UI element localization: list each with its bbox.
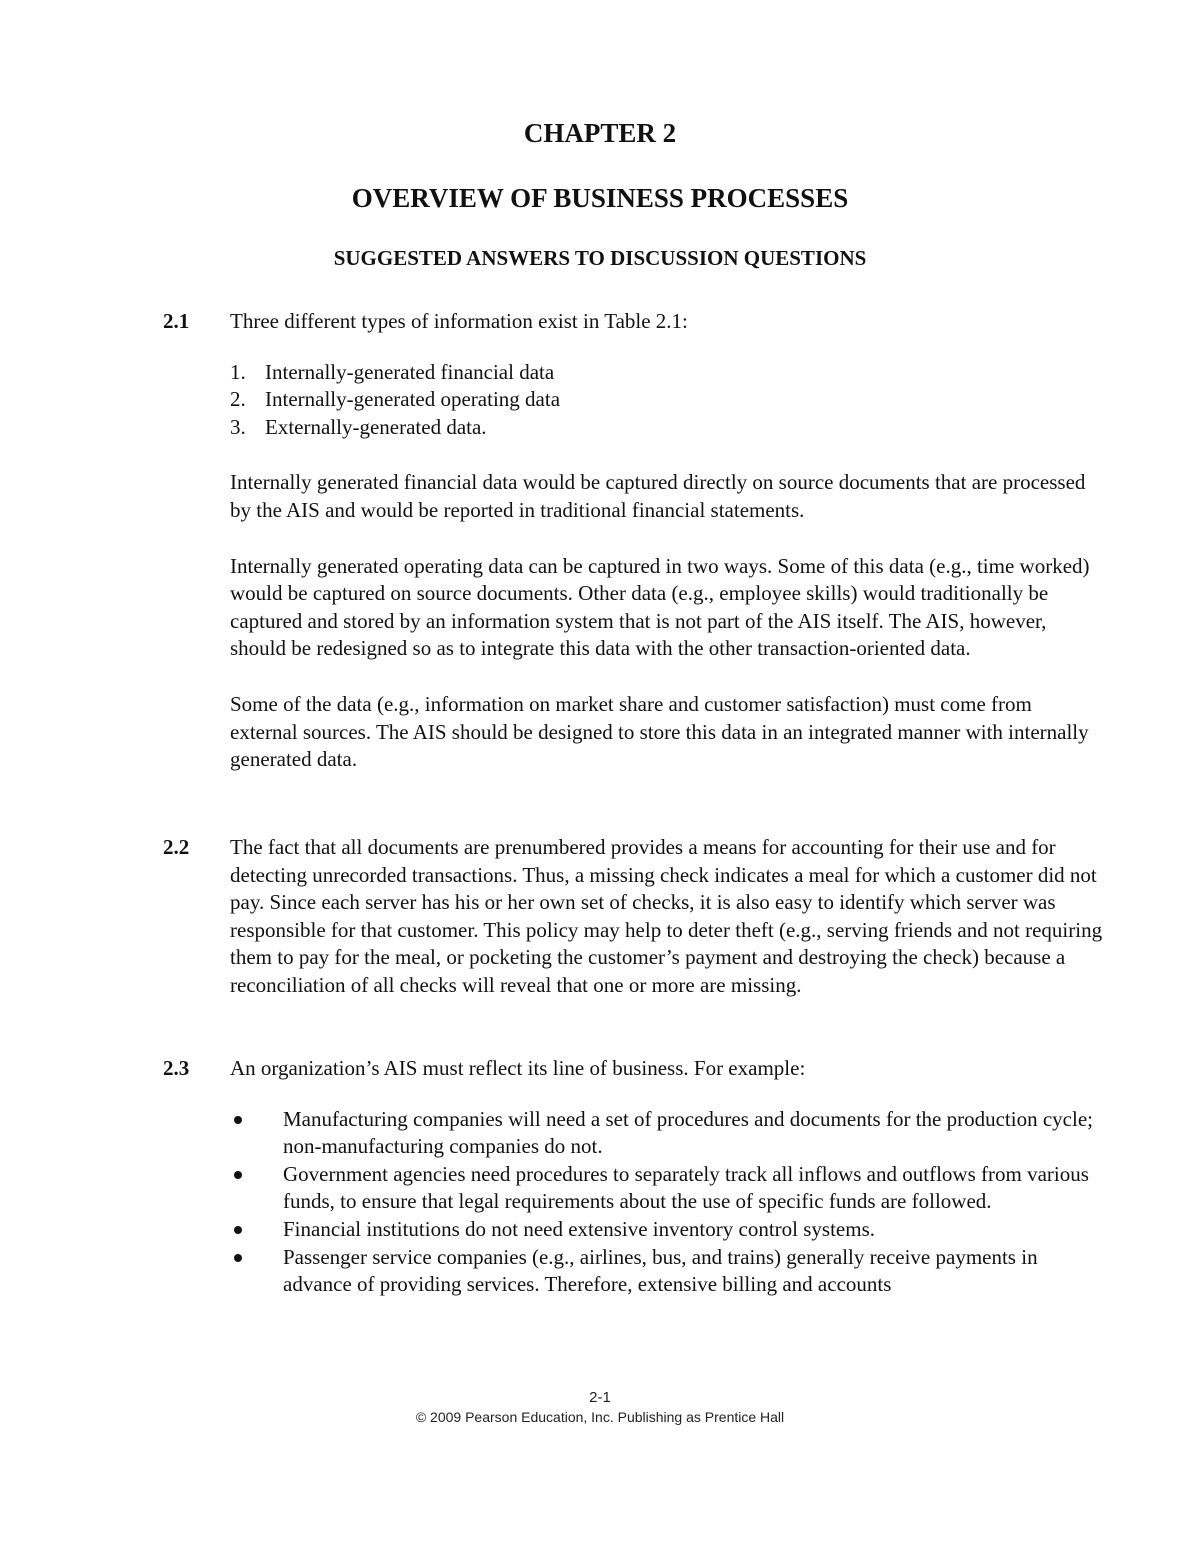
list-marker: 2. <box>230 387 246 412</box>
list-item-text: Externally-generated data. <box>265 414 487 439</box>
bullet-icon <box>234 1254 242 1262</box>
bullet-text: Financial institutions do not need extensive inventory control systems. <box>283 1216 875 1241</box>
question-number: 2.1 <box>163 309 190 333</box>
question-2-1 <box>163 308 1103 774</box>
list-marker: 1. <box>230 359 246 384</box>
list-item-text: Internally-generated financial data <box>265 359 555 384</box>
question-body <box>230 308 1103 774</box>
list-item <box>230 414 1103 442</box>
bullet-icon <box>234 1226 242 1234</box>
paragraph: The fact that all documents are prenumbered provides a means for accounting for their use and for detecting unrecorded transactions. Thus, a missing check indicates a meal for which a customer did not pay. Since each server has his or her own set of checks, it is also easy to identify which server was responsible for that customer. This policy may help to deter theft (e.g., serving friends and not requiring them to pay for the meal, or pocketing the customer’s payment and destroying the check) because a reconciliation of all checks will reveal that one or more are missing. <box>230 835 1103 997</box>
list-item-text: Internally-generated operating data <box>265 387 561 412</box>
list-item <box>230 386 1103 414</box>
chapter-heading: CHAPTER 2 <box>523 118 677 148</box>
paragraph: Internally generated financial data would be captured directly on source documents that are processed by the AIS and would be reported in traditional financial statements. <box>230 470 1086 522</box>
question-intro: Three different types of information exist in Table 2.1: <box>230 309 688 333</box>
chapter-title: OVERVIEW OF BUSINESS PROCESSES <box>351 183 849 213</box>
bullet-item <box>230 1216 1103 1244</box>
paragraph: Internally generated operating data can be captured in two ways. Some of this data (e.g., time worked) would be captured on source documents. Other data (e.g., employee skills) would traditionally be captured and stored by an information system that is not part of the AIS itself. The AIS, however, should be redesigned so as to integrate this data with the other transaction-oriented data. <box>230 553 1090 661</box>
bullet-list <box>230 1106 1103 1299</box>
numbered-list <box>230 359 1103 442</box>
page-number: 2-1 <box>589 1389 611 1406</box>
bullet-text: Manufacturing companies will need a set of procedures and documents for the production cycle; non-manufacturing companies do not. <box>283 1106 1093 1159</box>
list-item <box>230 359 1103 387</box>
paragraph: Some of the data (e.g., information on market share and customer satisfaction) must come from external sources. The AIS should be designed to store this data in an integrated manner with internally generated data. <box>230 691 1089 772</box>
bullet-icon <box>234 1116 242 1124</box>
question-body <box>230 1055 1103 1299</box>
question-number: 2.3 <box>163 1056 190 1080</box>
section-subtitle: SUGGESTED ANSWERS TO DISCUSSION QUESTIONS <box>333 246 867 270</box>
bullet-icon <box>234 1171 242 1179</box>
copyright-notice: © 2009 Pearson Education, Inc. Publishing as Prentice Hall <box>415 1409 785 1425</box>
bullet-item <box>230 1106 1103 1161</box>
list-marker: 3. <box>230 414 246 439</box>
bullet-text: Government agencies need procedures to separately track all inflows and outflows from various funds, to ensure that legal requirements about the use of specific funds are followed. <box>283 1161 1089 1214</box>
bullet-item <box>230 1161 1103 1216</box>
question-body <box>230 834 1103 1000</box>
bullet-item <box>230 1244 1103 1299</box>
question-number: 2.2 <box>163 835 190 859</box>
question-2-3 <box>163 1055 1103 1299</box>
question-intro: An organization’s AIS must reflect its line of business. For example: <box>230 1056 806 1080</box>
bullet-text: Passenger service companies (e.g., airlines, bus, and trains) generally receive payments in advance of providing services. Therefore, extensive billing and accounts <box>283 1244 1038 1297</box>
question-2-2 <box>163 834 1103 1000</box>
